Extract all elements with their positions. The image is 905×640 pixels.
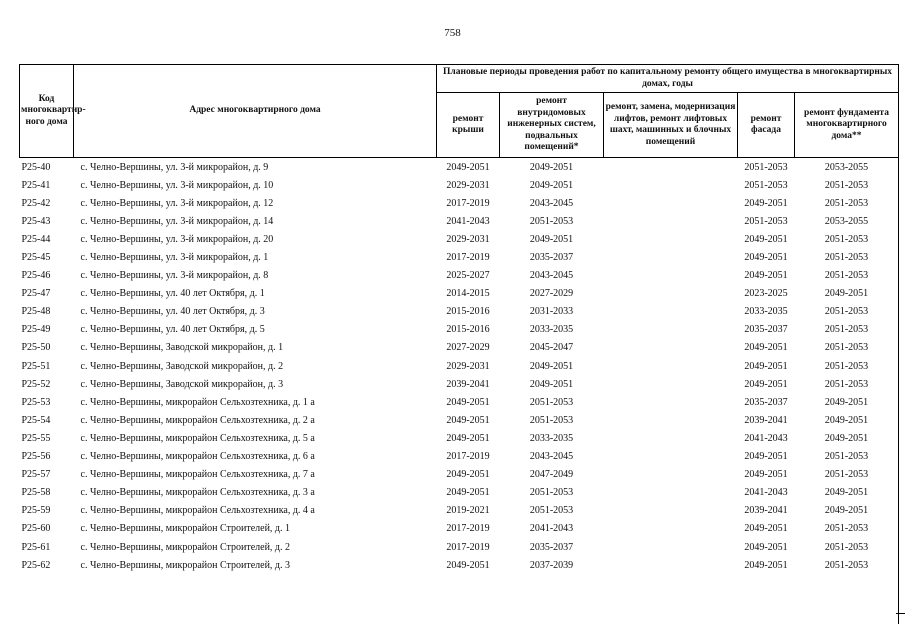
row-roof-period: 2014-2015 [446, 288, 490, 300]
row-systems-period: 2033-2035 [529, 432, 574, 444]
row-systems-period: 2051-2053 [529, 215, 574, 227]
row-code: P25-40 [21, 161, 51, 173]
row-foundation-period: 2051-2053 [824, 451, 869, 463]
row-facade-period: 2051-2053 [744, 215, 788, 227]
row-roof-period: 2029-2031 [446, 360, 490, 372]
row-foundation-period: 2051-2053 [824, 270, 869, 282]
row-roof-period: 2029-2031 [446, 233, 490, 245]
row-facade-period: 2033-2035 [744, 306, 788, 318]
row-systems-period: 2051-2053 [529, 396, 574, 408]
row-systems-period: 2045-2047 [529, 342, 574, 354]
row-address: с. Челно-Вершины, микрорайон Сельхозтехника, д. 2 а [80, 414, 315, 426]
row-lifts-period [604, 448, 738, 466]
row-address: с. Челно-Вершины, микрорайон Сельхозтехника, д. 5 а [80, 432, 315, 444]
row-code: P25-45 [21, 252, 51, 264]
table-row [20, 411, 899, 429]
row-lifts-period [604, 411, 738, 429]
header-lifts: ремонт, замена, модернизация лифтов, ремонт лифтовых шахт, машинных и блочных помещений [604, 93, 738, 158]
table-row [20, 375, 899, 393]
row-roof-period: 2027-2029 [446, 342, 490, 354]
repair-schedule-table [19, 64, 899, 574]
row-code: P25-52 [21, 378, 51, 390]
row-address: с. Челно-Вершины, микрорайон Сельхозтехника, д. 7 а [80, 469, 315, 481]
row-code: P25-46 [21, 270, 51, 282]
table-body [20, 158, 899, 575]
row-systems-period: 2037-2039 [529, 559, 574, 571]
row-address: с. Челно-Вершины, ул. 40 лет Октября, д. 5 [80, 324, 265, 336]
row-address: с. Челно-Вершины, ул. 3-й микрорайон, д. 1 [80, 252, 269, 264]
row-foundation-period: 2049-2051 [824, 505, 869, 517]
row-code: P25-53 [21, 396, 51, 408]
row-lifts-period [604, 429, 738, 447]
row-code: P25-56 [21, 451, 51, 463]
row-facade-period: 2049-2051 [744, 233, 788, 245]
table-row [20, 393, 899, 411]
row-systems-period: 2051-2053 [529, 505, 574, 517]
header-code: Код многоквартир-ного дома [20, 65, 74, 158]
row-facade-period: 2039-2041 [744, 414, 788, 426]
row-facade-period: 2051-2053 [744, 179, 788, 191]
row-code: P25-42 [21, 197, 51, 209]
row-systems-period: 2049-2051 [529, 360, 574, 372]
row-roof-period: 2015-2016 [446, 324, 490, 336]
row-lifts-period [604, 321, 738, 339]
row-address: с. Челно-Вершины, Заводской микрорайон, д. 3 [80, 378, 284, 390]
table-row [20, 176, 899, 194]
row-roof-period: 2041-2043 [446, 215, 490, 227]
row-roof-period: 2049-2051 [446, 396, 490, 408]
row-foundation-period: 2051-2053 [824, 342, 869, 354]
row-lifts-period [604, 375, 738, 393]
row-foundation-period: 2051-2053 [824, 197, 869, 209]
row-code: P25-51 [21, 360, 51, 372]
row-facade-period: 2049-2051 [744, 342, 788, 354]
row-facade-period: 2049-2051 [744, 197, 788, 209]
header-periods-title: Плановые периоды проведения работ по капитальному ремонту общего имущества в многоквартирных домах, годы [437, 65, 899, 93]
row-lifts-period [604, 393, 738, 411]
row-systems-period: 2043-2045 [529, 451, 574, 463]
row-roof-period: 2017-2019 [446, 197, 490, 209]
row-foundation-period: 2051-2053 [824, 233, 869, 245]
row-lifts-period [604, 357, 738, 375]
row-lifts-period [604, 520, 738, 538]
row-lifts-period [604, 285, 738, 303]
row-roof-period: 2019-2021 [446, 505, 490, 517]
row-address: с. Челно-Вершины, ул. 3-й микрорайон, д. 14 [80, 215, 274, 227]
row-address: с. Челно-Вершины, ул. 40 лет Октября, д. 1 [80, 288, 265, 300]
row-foundation-period: 2049-2051 [824, 414, 869, 426]
row-address: с. Челно-Вершины, микрорайон Строителей, д. 2 [80, 541, 291, 553]
row-systems-period: 2049-2051 [529, 179, 574, 191]
table-row [20, 194, 899, 212]
table-row [20, 466, 899, 484]
table-row [20, 158, 899, 177]
row-foundation-period: 2051-2053 [824, 179, 869, 191]
table-row [20, 538, 899, 556]
row-roof-period: 2049-2051 [446, 161, 490, 173]
row-facade-period: 2049-2051 [744, 270, 788, 282]
row-lifts-period [604, 230, 738, 248]
row-facade-period: 2049-2051 [744, 469, 788, 481]
row-foundation-period: 2049-2051 [824, 396, 869, 408]
header-foundation: ремонт фундамента многоквартирного дома** [795, 93, 899, 158]
row-facade-period: 2049-2051 [744, 451, 788, 463]
row-roof-period: 2049-2051 [446, 414, 490, 426]
row-lifts-period [604, 158, 738, 177]
row-code: P25-60 [21, 523, 51, 535]
row-address: с. Челно-Вершины, ул. 3-й микрорайон, д. 12 [80, 197, 274, 209]
row-foundation-period: 2051-2053 [824, 469, 869, 481]
row-systems-period: 2049-2051 [529, 161, 574, 173]
row-code: P25-50 [21, 342, 51, 354]
row-foundation-period: 2051-2053 [824, 378, 869, 390]
row-foundation-period: 2051-2053 [824, 523, 869, 535]
table-row [20, 357, 899, 375]
table-row [20, 285, 899, 303]
header-address: Адрес многоквартирного дома [74, 65, 437, 158]
row-foundation-period: 2049-2051 [824, 288, 869, 300]
row-facade-period: 2035-2037 [744, 396, 788, 408]
row-address: с. Челно-Вершины, микрорайон Сельхозтехника, д. 3 а [80, 487, 315, 499]
row-systems-period: 2049-2051 [529, 378, 574, 390]
table-row [20, 248, 899, 266]
row-lifts-period [604, 176, 738, 194]
row-facade-period: 2049-2051 [744, 559, 788, 571]
row-lifts-period [604, 538, 738, 556]
page-number: 758 [444, 27, 461, 39]
row-roof-period: 2015-2016 [446, 306, 490, 318]
row-facade-period: 2049-2051 [744, 252, 788, 264]
row-address: с. Челно-Вершины, микрорайон Сельхозтехника, д. 6 а [80, 451, 315, 463]
row-foundation-period: 2051-2053 [824, 252, 869, 264]
row-systems-period: 2051-2053 [529, 414, 574, 426]
header-roof: ремонт крыши [437, 93, 500, 158]
row-address: с. Челно-Вершины, микрорайон Строителей, д. 3 [80, 559, 291, 571]
row-facade-period: 2049-2051 [744, 378, 788, 390]
row-address: с. Челно-Вершины, Заводской микрорайон, д. 2 [80, 360, 284, 372]
row-lifts-period [604, 267, 738, 285]
row-roof-period: 2049-2051 [446, 559, 490, 571]
header-systems: ремонт внутридомовых инженерных систем, подвальных помещений* [500, 93, 604, 158]
row-lifts-period [604, 194, 738, 212]
row-systems-period: 2031-2033 [529, 306, 574, 318]
row-code: P25-62 [21, 559, 51, 571]
row-code: P25-57 [21, 469, 51, 481]
row-foundation-period: 2053-2055 [824, 161, 869, 173]
row-facade-period: 2049-2051 [744, 523, 788, 535]
row-code: P25-41 [21, 179, 51, 191]
row-code: P25-58 [21, 487, 51, 499]
row-roof-period: 2017-2019 [446, 252, 490, 264]
table-row [20, 267, 899, 285]
row-address: с. Челно-Вершины, микрорайон Сельхозтехника, д. 1 а [80, 396, 315, 408]
row-roof-period: 2049-2051 [446, 432, 490, 444]
table-header [20, 65, 899, 158]
row-roof-period: 2049-2051 [446, 487, 490, 499]
row-systems-period: 2049-2051 [529, 233, 574, 245]
row-facade-period: 2049-2051 [744, 541, 788, 553]
table-row [20, 212, 899, 230]
row-lifts-period [604, 502, 738, 520]
row-address: с. Челно-Вершины, микрорайон Строителей, д. 1 [80, 523, 291, 535]
row-lifts-period [604, 212, 738, 230]
row-systems-period: 2035-2037 [529, 252, 574, 264]
row-address: с. Челно-Вершины, ул. 3-й микрорайон, д. 20 [80, 233, 274, 245]
row-roof-period: 2017-2019 [446, 451, 490, 463]
row-facade-period: 2051-2053 [744, 161, 788, 173]
row-facade-period: 2023-2025 [744, 288, 788, 300]
row-foundation-period: 2051-2053 [824, 559, 869, 571]
row-foundation-period: 2051-2053 [824, 541, 869, 553]
row-systems-period: 2035-2037 [529, 541, 574, 553]
row-roof-period: 2049-2051 [446, 469, 490, 481]
row-code: P25-54 [21, 414, 51, 426]
row-address: с. Челно-Вершины, ул. 3-й микрорайон, д. 10 [80, 179, 274, 191]
row-address: с. Челно-Вершины, ул. 3-й микрорайон, д. 8 [80, 270, 269, 282]
row-lifts-period [604, 248, 738, 266]
row-facade-period: 2041-2043 [744, 432, 788, 444]
row-address: с. Челно-Вершины, ул. 40 лет Октября, д. 3 [80, 306, 265, 318]
table-row [20, 502, 899, 520]
row-roof-period: 2029-2031 [446, 179, 490, 191]
row-systems-period: 2047-2049 [529, 469, 574, 481]
row-roof-period: 2017-2019 [446, 541, 490, 553]
row-systems-period: 2041-2043 [529, 523, 574, 535]
row-address: с. Челно-Вершины, Заводской микрорайон, д. 1 [80, 342, 284, 354]
row-address: с. Челно-Вершины, ул. 3-й микрорайон, д. 9 [80, 161, 269, 173]
row-code: P25-59 [21, 505, 51, 517]
row-roof-period: 2025-2027 [446, 270, 490, 282]
row-code: P25-47 [21, 288, 51, 300]
table-row [20, 448, 899, 466]
row-foundation-period: 2053-2055 [824, 215, 869, 227]
row-code: P25-43 [21, 215, 51, 227]
row-foundation-period: 2051-2053 [824, 360, 869, 372]
row-code: P25-44 [21, 233, 51, 245]
row-roof-period: 2039-2041 [446, 378, 490, 390]
table-row [20, 339, 899, 357]
row-foundation-period: 2051-2053 [824, 324, 869, 336]
page-edge-mark [896, 613, 905, 614]
row-foundation-period: 2049-2051 [824, 432, 869, 444]
row-systems-period: 2033-2035 [529, 324, 574, 336]
row-facade-period: 2039-2041 [744, 505, 788, 517]
table-row [20, 303, 899, 321]
row-lifts-period [604, 339, 738, 357]
row-address: с. Челно-Вершины, микрорайон Сельхозтехника, д. 4 а [80, 505, 315, 517]
page-right-border [898, 64, 899, 624]
row-lifts-period [604, 556, 738, 574]
table-row [20, 520, 899, 538]
row-lifts-period [604, 303, 738, 321]
row-code: P25-48 [21, 306, 51, 318]
row-foundation-period: 2051-2053 [824, 306, 869, 318]
table-row [20, 556, 899, 574]
row-lifts-period [604, 466, 738, 484]
row-facade-period: 2035-2037 [744, 324, 788, 336]
row-roof-period: 2017-2019 [446, 523, 490, 535]
row-systems-period: 2051-2053 [529, 487, 574, 499]
row-systems-period: 2027-2029 [529, 288, 574, 300]
row-lifts-period [604, 484, 738, 502]
row-facade-period: 2041-2043 [744, 487, 788, 499]
table-row [20, 484, 899, 502]
header-facade: ремонт фасада [738, 93, 795, 158]
row-code: P25-55 [21, 432, 51, 444]
table-row [20, 230, 899, 248]
row-facade-period: 2049-2051 [744, 360, 788, 372]
row-systems-period: 2043-2045 [529, 197, 574, 209]
row-code: P25-49 [21, 324, 51, 336]
table-row [20, 321, 899, 339]
row-foundation-period: 2049-2051 [824, 487, 869, 499]
row-systems-period: 2043-2045 [529, 270, 574, 282]
row-code: P25-61 [21, 541, 51, 553]
table-row [20, 429, 899, 447]
